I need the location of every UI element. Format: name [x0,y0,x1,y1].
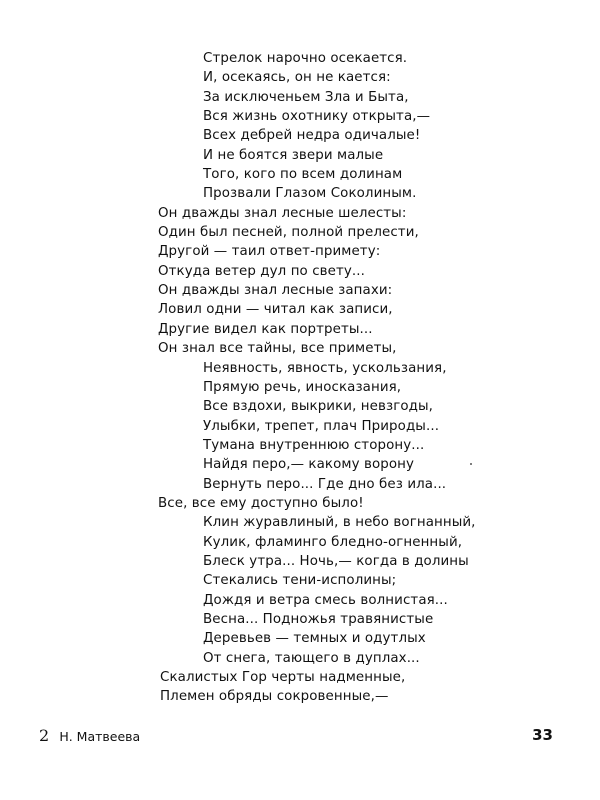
page-footer [0,724,600,748]
poem-line: И, осекаясь, он не кается: [203,70,391,86]
poem-line: Стрелок нарочно осекается. [203,51,408,66]
poem-line: Клин журавлиный, в небо вогнанный, [203,515,476,531]
poem-line: Скалистых Гор черты надменные, [160,670,406,685]
poem-line: Дождя и ветра смесь волнистая... [203,592,448,608]
page-number: 33 [532,726,553,744]
print-speck [470,463,472,465]
printer-signature [39,726,140,745]
poem-line: Блеск утра... Ночь,— когда в долины [203,553,469,569]
signature-author: Н. Матвеева [59,729,141,744]
poem-line: Весна... Подножья травянистые [203,611,434,627]
poem-line: От снега, тающего в дуплах... [203,650,420,666]
poem-line: И не боятся звери малые [203,147,384,163]
poem-line: Найдя перо,— какому ворону [203,457,415,473]
poem-line: Он дважды знал лесные запахи: [158,283,393,299]
poem-line: Того, кого по всем долинам [203,167,403,183]
poem-line: Он дважды знал лесные шелесты: [158,205,407,221]
poem-line: Кулик, фламинго бледно-огненный, [203,534,463,550]
poem-line: Один был песней, полной прелести, [158,225,419,241]
poem-line: Вся жизнь охотнику открыта,— [203,109,431,125]
poem-line: Вернуть перо... Где дно без ила... [203,476,447,492]
poem-line: Тумана внутреннюю сторону... [203,437,425,453]
poem-line: Он знал все тайны, все приметы, [158,341,397,357]
poem-text [0,49,600,707]
poem-line: Другие видел как портреты... [158,321,373,337]
poem-line: Прозвали Глазом Соколиным. [203,186,417,202]
poem-line: Стекались тени-исполины; [203,573,397,589]
signature-number: 2 [39,726,50,745]
poem-line: Деревьев — темных и одутлых [203,631,426,647]
poem-line: За исключеньем Зла и Быта, [203,89,409,105]
poem-line: Ловил одни — читал как записи, [158,302,393,318]
poem-line: Другой — таил ответ-примету: [158,244,381,260]
poem-line: Неявность, явность, ускользания, [203,360,447,376]
poem-line: Племен обряды сокровенные,— [160,689,389,705]
poem-line: Все, все ему доступно было! [158,495,364,511]
poem-line: Все вздохи, выкрики, невзгоды, [203,399,434,415]
poem-line: Всех дебрей недра одичалые! [203,128,421,144]
poem-line: Прямую речь, иносказания, [203,379,402,395]
poem-line: Откуда ветер дул по свету... [158,263,365,279]
poem-line: Улыбки, трепет, плач Природы... [203,418,440,434]
